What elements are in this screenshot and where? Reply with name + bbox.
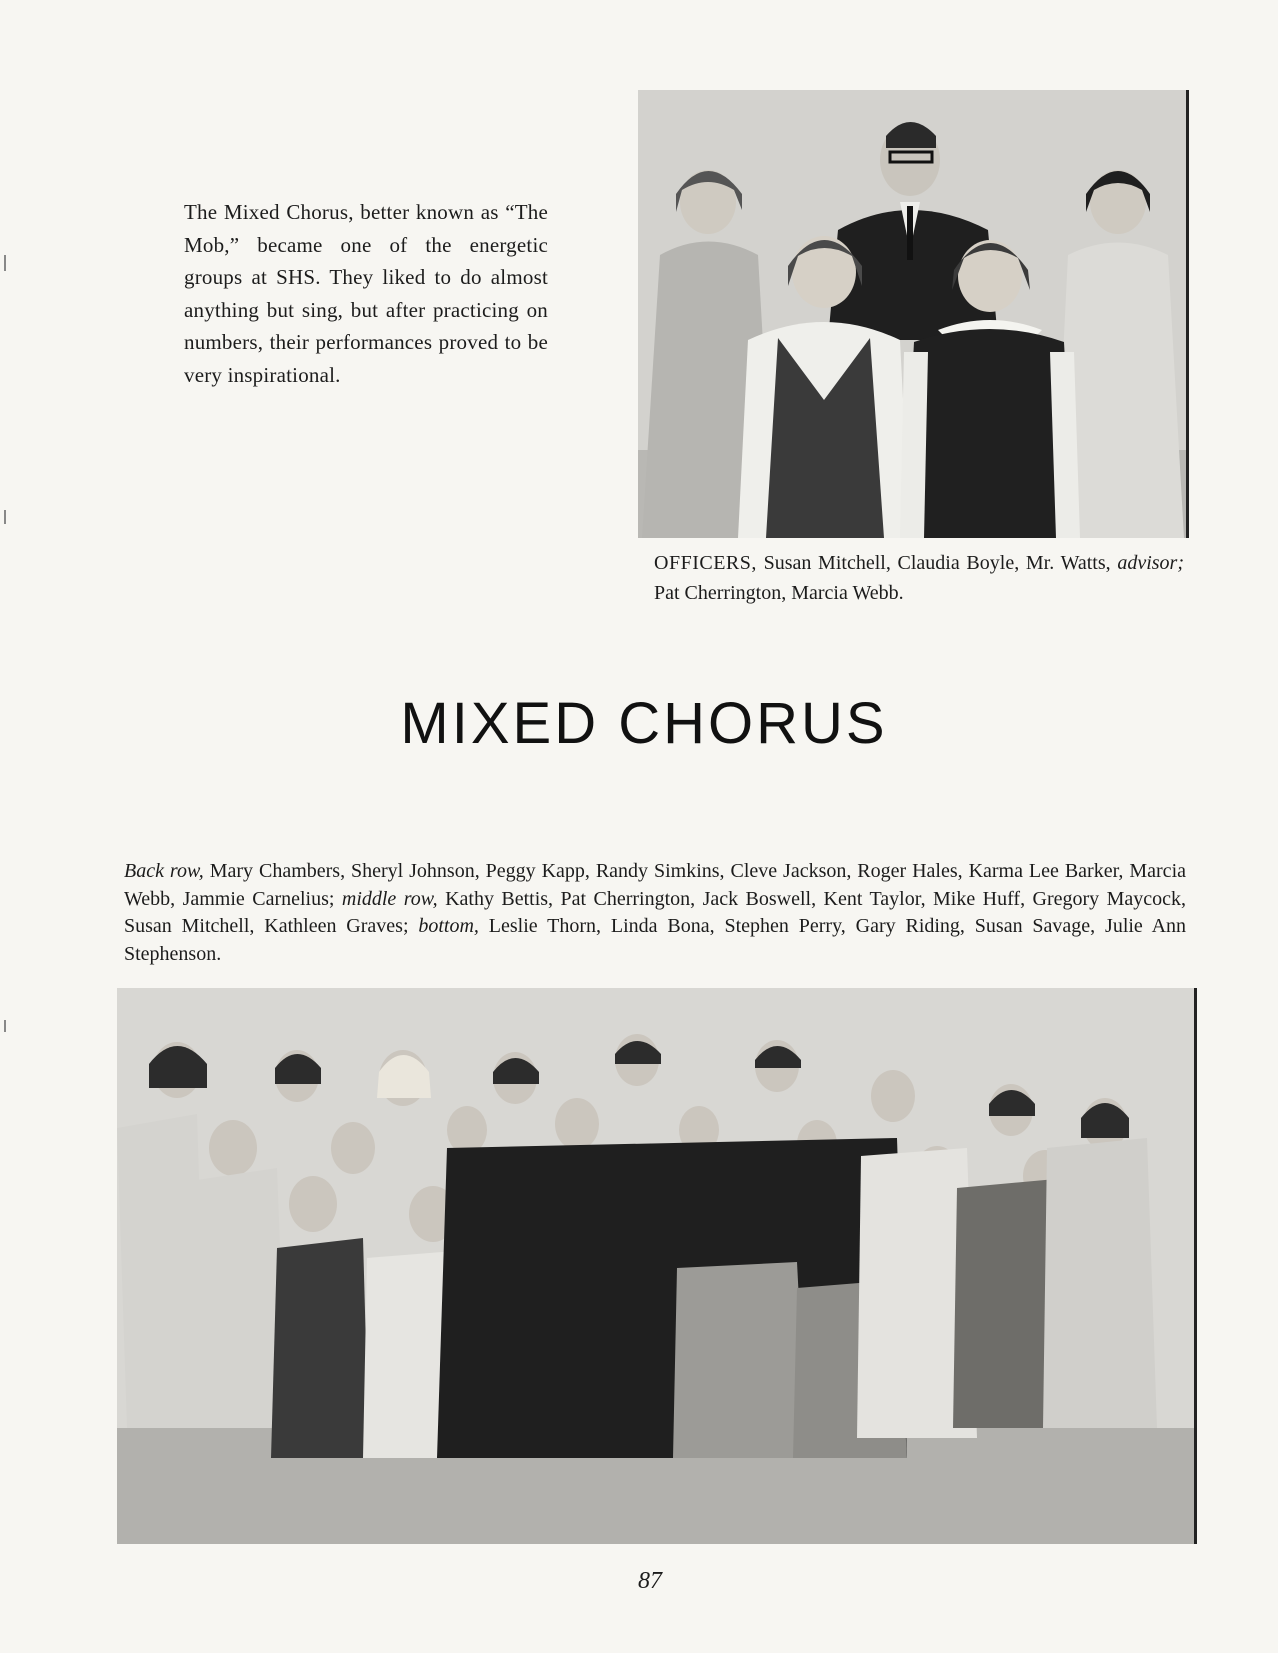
scan-edge-mark: [4, 1020, 6, 1032]
intro-paragraph: The Mixed Chorus, better known as “The Mob,” became one of the energetic groups at SHS. They liked to do almost anything but sing, but after practicing on numbers, their performances proved to be very inspirational.: [184, 200, 548, 387]
page-title: MIXED CHORUS: [400, 691, 888, 756]
officers-caption: [654, 548, 1184, 608]
chorus-group-photo: [117, 988, 1197, 1544]
officers-photo: [638, 90, 1189, 538]
scan-edge-mark: [4, 510, 6, 524]
officers-caption-label: OFFICERS,: [654, 552, 757, 574]
roster-caption: [124, 858, 1186, 968]
roster-middle-row-names: Kathy Bettis, Pat Cherrington, Jack Boswell, Kent Taylor, Mike Huff, Gregory Maycock, Susan Mitchell, Kathleen Graves;: [124, 887, 1186, 937]
roster-middle-row-label: middle row,: [341, 887, 438, 910]
page-number: 87: [638, 1568, 662, 1594]
officers-photo-image: [638, 90, 1186, 538]
officers-caption-role: advisor;: [1117, 552, 1185, 574]
officers-caption-names: Susan Mitchell, Claudia Boyle, Mr. Watts,: [763, 552, 1111, 574]
chorus-group-photo-image: [117, 988, 1194, 1544]
roster-back-row-names: Mary Chambers, Sheryl Johnson, Peggy Kapp, Randy Simkins, Cleve Jackson, Roger Hales, Karma Lee Barker, Marcia Webb, Jammie Carnelius;: [124, 860, 1186, 910]
roster-bottom-row-label: bottom,: [418, 915, 479, 937]
roster-bottom-row-names: Leslie Thorn, Linda Bona, Stephen Perry, Gary Riding, Susan Savage, Julie Ann Stephenson.: [124, 915, 1187, 965]
roster-back-row-label: Back row,: [124, 860, 204, 882]
officers-caption-names-continued: Pat Cherrington, Marcia Webb.: [654, 582, 904, 604]
scan-edge-mark: [4, 255, 6, 271]
